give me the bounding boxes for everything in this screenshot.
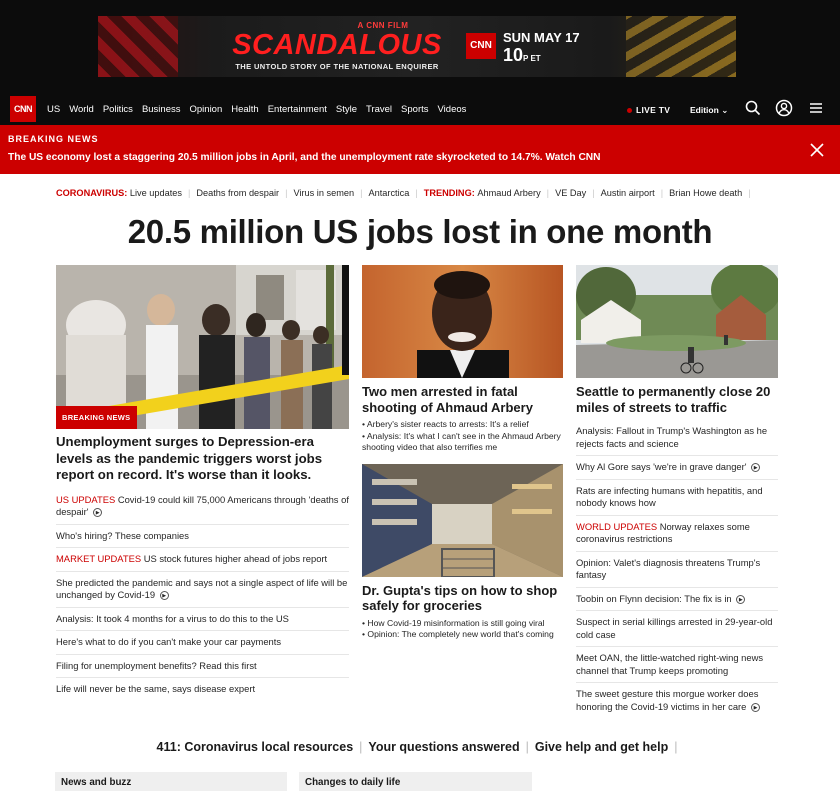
related-link-text: Arbery's sister reacts to arrests: It's a relief: [366, 419, 529, 429]
arbery-story-title[interactable]: Two men arrested in fatal shooting of Ahmaud Arbery: [362, 384, 533, 415]
close-icon[interactable]: [808, 141, 826, 159]
play-video-icon: ▶: [751, 703, 760, 712]
lead-column: [56, 265, 349, 701]
arbery-related-list: [362, 419, 563, 454]
arbery-portrait: [362, 265, 563, 378]
list-item[interactable]: [56, 655, 349, 679]
ad-decoration-left: [98, 16, 178, 77]
breaking-news-label: BREAKING NEWS: [8, 134, 99, 144]
update-label: US UPDATES: [56, 493, 116, 505]
trend-item[interactable]: Ahmaud Arbery: [477, 188, 541, 198]
trend-item[interactable]: VE Day: [555, 188, 587, 198]
list-item[interactable]: [576, 456, 778, 480]
nav-links: [47, 104, 466, 115]
list-item[interactable]: [56, 678, 349, 701]
resource-link[interactable]: 411: Coronavirus local resources: [156, 740, 354, 754]
trending-bar: CORONAVIRUS: Live updates | Deaths from despair | Virus in semen | Antarctica | TRENDING: Ahmaud Arbery | VE Day | Austin airport | Brian Howe death |: [56, 188, 751, 198]
ad-decoration-right: [626, 16, 736, 77]
list-item[interactable]: [576, 552, 778, 588]
trend-separator: |: [592, 188, 595, 198]
coronavirus-label: CORONAVIRUS:: [56, 188, 128, 198]
grocery-image[interactable]: [362, 464, 563, 577]
grocery-story-title[interactable]: Dr. Gupta's tips on how to shop safely for groceries: [362, 582, 558, 613]
live-dot-icon: [627, 108, 632, 113]
list-item-text: Suspect in serial killings arrested in 29-year-old cold case: [576, 616, 773, 640]
trend-item[interactable]: Deaths from despair: [196, 188, 280, 198]
nav-link-opinion[interactable]: Opinion: [189, 104, 223, 115]
breaking-news-badge: BREAKING NEWS: [56, 406, 137, 429]
resource-separator: |: [525, 740, 529, 754]
related-link[interactable]: • How Covid-19 misinformation is still going viral: [362, 617, 545, 628]
ad-kicker: A CNN FILM: [357, 21, 409, 30]
list-item[interactable]: [56, 572, 349, 608]
nav-link-politics[interactable]: Politics: [102, 104, 133, 115]
list-item[interactable]: [56, 489, 349, 525]
resource-separator: |: [359, 740, 363, 754]
middle-column: [362, 265, 563, 641]
list-item-text: Meet OAN, the little-watched right-wing news channel that Trump keeps promoting: [576, 652, 764, 676]
play-video-icon: ▶: [160, 591, 169, 600]
trend-item[interactable]: Live updates: [129, 188, 182, 198]
resource-link[interactable]: Your questions answered: [368, 740, 520, 754]
live-tv-link[interactable]: LIVE TV: [627, 105, 670, 115]
trend-item[interactable]: Antarctica: [368, 188, 410, 198]
trend-item[interactable]: Austin airport: [600, 188, 655, 198]
breaking-news-text[interactable]: The US economy lost a staggering 20.5 million jobs in April, and the unemployment rate skyrocketed to 14.7%. Watch CNN: [8, 152, 601, 163]
related-link[interactable]: • Analysis: It's what I can't see in the Ahmaud Arbery shooting video that also terrifies me: [362, 430, 561, 452]
top-nav: [0, 91, 840, 125]
play-video-icon: ▶: [736, 595, 745, 604]
list-item-text: Covid-19 could kill 75,000 Americans through 'deaths of despair': [56, 493, 349, 517]
list-item-text: Analysis: It took 4 months for a virus to do this to the US: [56, 612, 289, 624]
ad-title: SCANDALOUS: [232, 29, 442, 61]
list-item-text: Toobin on Flynn decision: The fix is in: [576, 592, 732, 604]
list-item-text: Analysis: Fallout in Trump's Washington as he rejects facts and science: [576, 425, 768, 449]
list-item-text: Rats are infecting humans with hepatitis, and nobody knows how: [576, 484, 763, 508]
edition-dropdown[interactable]: Edition ⌄: [690, 105, 729, 115]
grocery-related-list: [362, 618, 563, 641]
nav-link-us[interactable]: US: [47, 104, 61, 115]
trend-item[interactable]: Brian Howe death: [669, 188, 743, 198]
list-item-text: US stock futures higher ahead of jobs report: [143, 553, 328, 564]
ad-time: 10P ET: [503, 45, 541, 65]
lead-image[interactable]: [56, 265, 349, 429]
list-item-text: Filing for unemployment benefits? Read this first: [56, 659, 257, 671]
ad-banner-area: [0, 0, 840, 91]
ad-subtitle: THE UNTOLD STORY OF THE NATIONAL ENQUIRER: [235, 62, 439, 71]
section-news-and-buzz[interactable]: News and buzz: [55, 772, 287, 791]
cnn-logo[interactable]: CNN: [10, 96, 36, 122]
account-icon[interactable]: [775, 99, 793, 117]
list-item-text: She predicted the pandemic and says not a single aspect of life will be unchanged by Covid-19: [56, 576, 348, 600]
nav-link-world[interactable]: World: [69, 104, 94, 115]
chevron-down-icon: ⌄: [721, 105, 729, 115]
ad-date: SUN MAY 17: [503, 30, 580, 45]
nav-link-entertainment[interactable]: Entertainment: [267, 104, 327, 115]
list-item[interactable]: [576, 516, 778, 552]
play-video-icon: ▶: [751, 463, 760, 472]
related-link-text: Analysis: It's what I can't see in the Ahmaud Arbery shooting video that also terrifies me: [362, 430, 561, 452]
menu-icon[interactable]: [807, 99, 825, 117]
nav-link-style[interactable]: Style: [335, 104, 357, 115]
right-column: [576, 265, 778, 718]
trending-label: TRENDING:: [423, 188, 475, 198]
seattle-street-photo: [576, 265, 778, 378]
breaking-news-banner[interactable]: [0, 125, 840, 174]
list-item[interactable]: [576, 683, 778, 718]
related-link-text: How Covid-19 misinformation is still going viral: [367, 617, 545, 628]
nav-link-videos[interactable]: Videos: [437, 104, 467, 115]
resource-links: [0, 740, 840, 754]
related-link[interactable]: • Arbery's sister reacts to arrests: It's a relief: [362, 419, 529, 429]
list-item-text: Here's what to do if you can't make your car payments: [56, 636, 282, 647]
list-item[interactable]: [56, 548, 349, 572]
search-icon[interactable]: [744, 99, 762, 117]
grocery-aisle-photo: [362, 464, 563, 577]
seattle-story-title[interactable]: Seattle to permanently close 20 miles of streets to traffic: [576, 384, 771, 415]
trend-separator: |: [546, 188, 550, 198]
ad-time-suffix: P ET: [523, 54, 541, 63]
section-changes-to-daily-life[interactable]: Changes to daily life: [299, 772, 532, 791]
ad-banner[interactable]: [98, 16, 736, 77]
nav-link-sports[interactable]: Sports: [401, 104, 429, 115]
list-item-text: Opinion: Valet's diagnosis threatens Trump's fantasy: [576, 556, 761, 580]
list-item[interactable]: [576, 611, 778, 647]
nav-link-travel[interactable]: Travel: [366, 104, 393, 115]
seattle-image[interactable]: [576, 265, 778, 378]
nav-link-business[interactable]: Business: [141, 104, 181, 115]
lead-story-list: [56, 489, 349, 701]
list-item[interactable]: [56, 608, 349, 632]
trend-separator: |: [187, 188, 191, 198]
resource-link[interactable]: Give help and get help: [534, 740, 669, 754]
update-label: MARKET UPDATES: [56, 553, 142, 564]
list-item[interactable]: [576, 588, 778, 612]
related-link[interactable]: • Opinion: The completely new world that's coming: [362, 629, 554, 639]
nav-link-health[interactable]: Health: [231, 104, 259, 115]
list-item[interactable]: [576, 420, 778, 456]
list-item-text: Why Al Gore says 'we're in grave danger': [576, 461, 747, 472]
arbery-image[interactable]: [362, 265, 563, 378]
trend-separator: |: [285, 188, 288, 198]
update-label: WORLD UPDATES: [576, 520, 658, 532]
right-story-list: [576, 420, 778, 718]
list-item-text: Life will never be the same, says disease expert: [56, 683, 256, 694]
resource-separator: |: [674, 740, 678, 754]
list-item[interactable]: [576, 480, 778, 516]
trend-item[interactable]: Virus in semen: [293, 188, 355, 198]
list-item[interactable]: [56, 631, 349, 655]
related-link-text: Opinion: The completely new world that's coming: [367, 629, 554, 639]
ad-brand-logo: CNN: [466, 33, 496, 59]
lead-story-title[interactable]: Unemployment surges to Depression-era levels as the pandemic triggers worst jobs report on record. It's worse than it looks.: [56, 434, 323, 482]
list-item-text: The sweet gesture this morgue worker does honoring the Covid-19 victims in her care: [576, 688, 759, 712]
play-video-icon: ▶: [93, 508, 102, 517]
list-item-text: Who's hiring? These companies: [56, 529, 189, 541]
list-item[interactable]: [576, 647, 778, 683]
trend-separator: |: [360, 188, 363, 198]
trend-separator: |: [660, 188, 664, 198]
list-item-text: Norway relaxes some coronavirus restrictions: [576, 520, 750, 544]
page-headline[interactable]: 20.5 million US jobs lost in one month: [127, 213, 713, 250]
list-item[interactable]: [56, 525, 349, 549]
unemployment-line-photo: [56, 265, 349, 429]
